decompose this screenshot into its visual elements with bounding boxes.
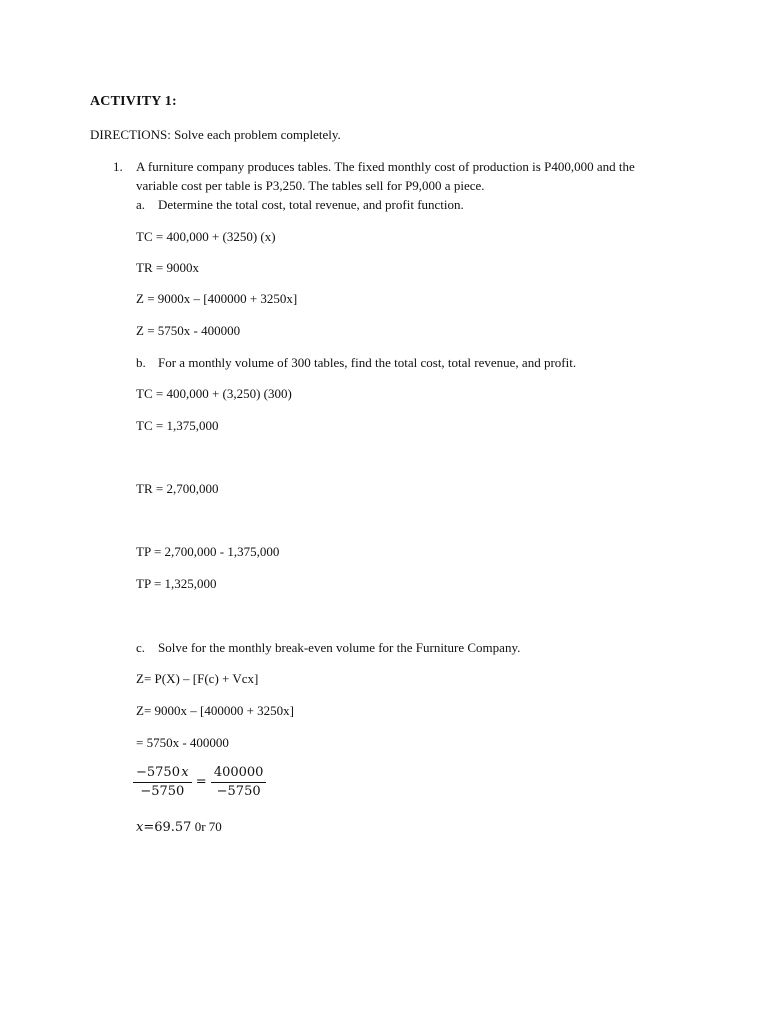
fraction-right-numerator: 400000: [211, 765, 267, 783]
part-c-question: Solve for the monthly break-even volume for the Furniture Company.: [158, 640, 521, 655]
part-c-equation: Z= P(X) – [F(c) + Vcx]: [136, 671, 259, 686]
part-b-equation: TR = 2,700,000: [136, 481, 219, 496]
part-a-equation: TR = 9000x: [136, 260, 199, 275]
fraction-left: [133, 765, 192, 799]
problem-text-line-1: A furniture company produces tables. The fixed monthly cost of production is P400,000 and the: [136, 159, 635, 174]
fraction-right-denominator: −5750: [216, 783, 261, 799]
fraction-left-denominator: −5750: [140, 783, 185, 799]
answer-value: =69.57: [143, 820, 192, 835]
part-a-letter: a.: [136, 197, 146, 212]
problem-text-line-2: variable cost per table is P3,250. The tables sell for P9,000 a piece.: [136, 178, 485, 193]
part-b-letter: b.: [136, 355, 146, 370]
fraction-right: [211, 765, 267, 799]
part-a-equation: Z = 9000x – [400000 + 3250x]: [136, 291, 298, 306]
directions-text: DIRECTIONS: Solve each problem completely.: [90, 127, 341, 142]
part-c-equation: = 5750x - 400000: [136, 735, 229, 750]
part-a-question: Determine the total cost, total revenue, and profit function.: [158, 197, 464, 212]
part-b-equation: TC = 1,375,000: [136, 418, 219, 433]
part-a-equation: TC = 400,000 + (3250) (x): [136, 229, 276, 244]
fraction-left-numerator: −5750 x: [133, 765, 192, 783]
part-b-equation: TC = 400,000 + (3,250) (300): [136, 386, 292, 401]
part-b-question: For a monthly volume of 300 tables, find the total cost, total revenue, and profit.: [158, 355, 577, 370]
answer-variable: x: [136, 820, 144, 835]
answer-line: [136, 819, 222, 836]
activity-title: ACTIVITY 1:: [90, 94, 177, 109]
part-c-equation: Z= 9000x – [400000 + 3250x]: [136, 703, 295, 718]
part-b-equation: TP = 2,700,000 - 1,375,000: [136, 544, 280, 559]
part-c-letter: c.: [136, 640, 146, 655]
problem-number: 1.: [113, 159, 123, 174]
answer-rounded: 0r 70: [191, 819, 222, 834]
part-b-equation: TP = 1,325,000: [136, 576, 217, 591]
part-a-equation: Z = 5750x - 400000: [136, 323, 241, 338]
fraction-equation: [133, 765, 266, 799]
fraction-equals: =: [195, 774, 207, 790]
